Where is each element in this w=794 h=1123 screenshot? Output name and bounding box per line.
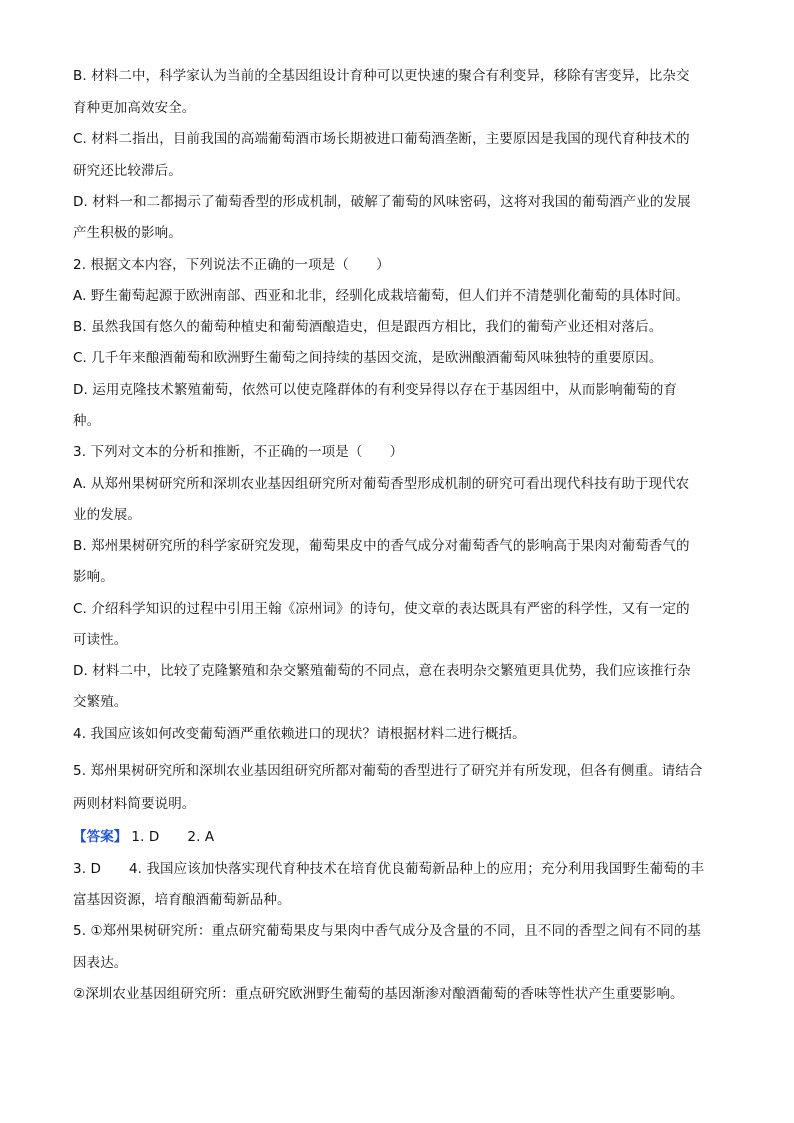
q3-option-c-line-2: 可读性。 [73,632,128,648]
option-d-line-2: 产生积极的影响。 [73,225,182,241]
answer-5-line-1: 5. ①郑州果树研究所：重点研究葡萄果皮与果肉中香气成分及含量的不同，且不同的香型之间有不同的基 [73,923,702,939]
q3-option-a-line-2: 业的发展。 [73,507,141,523]
answer-line [73,828,214,846]
q2-option-c: C. 几千年来酿酒葡萄和欧洲野生葡萄之间持续的基因交流，是欧洲酿酒葡萄风味独特的重要原因。 [73,350,663,366]
q2-option-d-line-2: 种。 [73,413,101,429]
q2-option-a: A. 野生葡萄起源于欧洲南部、西亚和北非，经驯化成栽培葡萄，但人们并不清楚驯化葡萄的具体时间。 [73,288,690,304]
question-5-line-2: 两则材料简要说明。 [73,796,196,812]
answer-4-line-1: 4. 我国应该加快落实现代育种技术在培育优良葡萄新品种上的应用；充分利用我国野生葡萄的丰 [128,861,705,877]
answer-3: 3. D [73,861,101,877]
option-b-line-2: 育种更加高效安全。 [73,100,196,116]
answer-2: 2. A [187,829,215,845]
question-3-stem: 3. 下列对文本的分析和推断，不正确的一项是（ ） [73,444,404,460]
q3-option-d-line-1: D. 材料二中，比较了克隆繁殖和杂交繁殖葡萄的不同点，意在表明杂交繁殖更具优势，我们应该推行杂 [73,663,691,679]
answer-5-line-3: ②深圳农业基因组研究所：重点研究欧洲野生葡萄的基因渐渗对酿酒葡萄的香味等性状产生重要影响。 [73,986,684,1002]
question-2-stem: 2. 根据文本内容，下列说法不正确的一项是（ ） [73,257,390,273]
option-c-line-1: C. 材料二指出，目前我国的高端葡萄酒市场长期被进口葡萄酒垄断，主要原因是我国的现代育种技术的 [73,131,690,147]
answer-4-line-2: 富基因资源，培育酿酒葡萄新品种。 [73,892,291,908]
q2-option-d-line-1: D. 运用克隆技术繁殖葡萄，依然可以使克隆群体的有利变异得以存在于基因组中，从而影响葡萄的育 [73,382,678,398]
q3-option-b-line-2: 影响。 [73,569,114,585]
question-5-line-1: 5. 郑州果树研究所和深圳农业基因组研究所都对葡萄的香型进行了研究并有所发现，但各有侧重。请结合 [73,763,703,779]
option-d-line-1: D. 材料一和二都揭示了葡萄香型的形成机制，破解了葡萄的风味密码，这将对我国的葡萄酒产业的发展 [73,194,691,210]
answer-5-line-2: 因表达。 [73,955,128,971]
option-b-line-1: B. 材料二中，科学家认为当前的全基因组设计育种可以更快速的聚合有利变异，移除有害变异，比杂交 [73,68,690,84]
answer-3-4-line [73,860,704,878]
answer-tag: 【答案】 [73,829,128,845]
q3-option-a-line-1: A. 从郑州果树研究所和深圳农业基因组研究所对葡萄香型形成机制的研究可看出现代科技有助于现代农 [73,476,690,492]
option-c-line-2: 研究还比较滞后。 [73,163,182,179]
q3-option-c-line-1: C. 介绍科学知识的过程中引用王翰《凉州词》的诗句，使文章的表达既具有严密的科学性，又有一定的 [73,601,690,617]
question-4-stem: 4. 我国应该如何改变葡萄酒严重依赖进口的现状？请根据材料二进行概括。 [73,726,526,742]
q3-option-b-line-1: B. 郑州果树研究所的科学家研究发现，葡萄果皮中的香气成分对葡萄香气的影响高于果肉对葡萄香气的 [73,538,690,554]
q3-option-d-line-2: 交繁殖。 [73,694,128,710]
answer-1: 1. D [131,829,160,845]
q2-option-b: B. 虽然我国有悠久的葡萄种植史和葡萄酒酿造史，但是跟西方相比，我们的葡萄产业还相对落后。 [73,319,663,335]
